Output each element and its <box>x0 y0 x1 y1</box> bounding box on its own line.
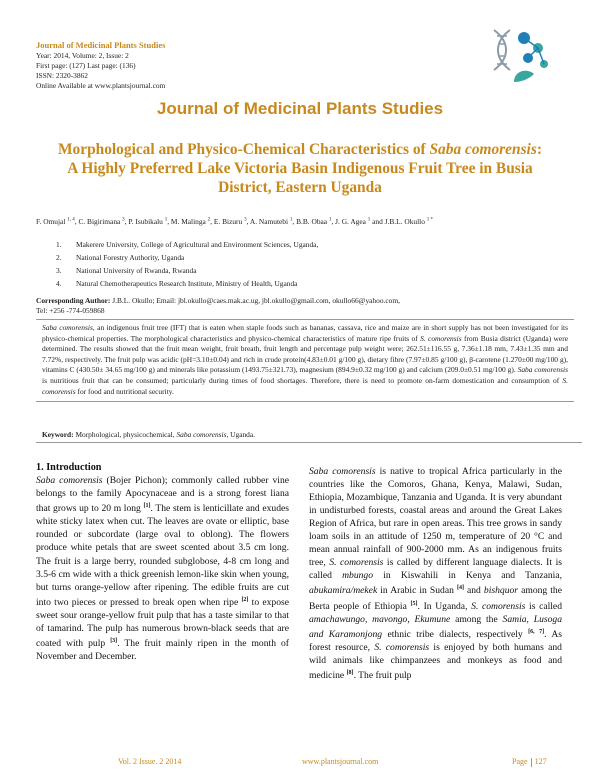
author-name: M. Malinga <box>170 217 208 226</box>
italic-term: S. comorensis <box>374 642 430 654</box>
affiliation-number: 1. <box>56 240 62 249</box>
species-name: S. comorensis <box>420 333 462 343</box>
leaf-icon <box>514 71 534 82</box>
molecule-icon <box>518 32 548 68</box>
citation-marker: [2] <box>241 596 249 603</box>
body-text: . The fruit pulp <box>353 670 412 682</box>
species-name: Saba comorensis <box>42 323 93 332</box>
author-affiliation-marker: 3 <box>244 217 247 223</box>
affiliation-item <box>56 240 556 253</box>
body-text: . As forest resource, <box>309 629 563 654</box>
footer-page-number: 127 <box>534 757 547 766</box>
body-text: (Bojer Pichon); commonly called rubber vine belongs to the family Apocynaceae and is a strong forest liana that grows up to 20 m long <box>36 475 289 515</box>
body-text: . The fruit mainly ripen in the month of November and December. <box>36 638 289 663</box>
dna-helix-icon <box>494 30 510 70</box>
author-affiliation-marker: 1 <box>367 217 371 223</box>
affiliation-item <box>56 253 556 266</box>
header-year-line: Year: 2014, Volume: 2, Issue: 2 <box>36 51 129 60</box>
affiliation-number: 4. <box>56 279 62 288</box>
body-text: is enjoyed by both humans and wild animals like chimpanzees and monkeys as food and medicine <box>309 642 562 682</box>
author-affiliation-marker: 2 <box>207 217 211 223</box>
italic-term: S. comorensis <box>471 600 526 612</box>
body-right-column <box>309 465 562 683</box>
species-name: Saba comorensis <box>517 365 568 375</box>
italic-term: S. comorensis <box>329 557 384 569</box>
body-text: in Kiswahili in Kenya and Tanzania, <box>373 570 562 582</box>
affiliation-list <box>56 240 556 292</box>
author-name: F. Omujal <box>36 217 68 226</box>
paper-title-part2: : A Highly Preferred Lake Victoria Basin Indigenous Fruit Tree in Busia District, Eastern Uganda <box>67 141 542 196</box>
keywords <box>36 430 582 443</box>
citation-marker: [1] <box>143 503 151 510</box>
header-pages-line: First page: (127) Last page: (136) <box>36 61 136 70</box>
paper-title <box>52 140 548 197</box>
header-online-line: Online Available at www.plantsjournal.com <box>36 81 166 90</box>
citation-marker: [3] <box>110 637 118 644</box>
corresponding-tel: Tel: +256 -774-059868 <box>36 305 105 315</box>
paper-title-species: Saba comorensis <box>429 141 537 158</box>
author-name: B.B. Obaa <box>296 217 329 226</box>
italic-term: mbungo <box>342 570 374 582</box>
citation-marker: [5] <box>410 600 418 607</box>
footer-website: www.plantsjournal.com <box>302 757 379 766</box>
author-name: P. Isubikalu <box>128 217 165 226</box>
header-issn-line: ISSN: 2320-3862 <box>36 71 88 80</box>
footer-page-label: Page <box>512 757 528 766</box>
keywords-label: Keyword: <box>42 430 74 439</box>
author-name: J.B.L. Okullo <box>384 217 427 226</box>
affiliation-text: Makerere University, College of Agricultural and Environment Sciences, Uganda, <box>76 240 319 249</box>
affiliation-text: National Forestry Authority, Uganda <box>76 253 185 262</box>
affiliation-text: National University of Rwanda, Rwanda <box>76 266 197 275</box>
body-left-column <box>36 461 289 663</box>
journal-logo <box>484 24 556 86</box>
body-text: is called by different language dialects. It is called <box>309 557 562 582</box>
italic-term: amachawungo, mavongo, Ekumune <box>309 613 451 625</box>
affiliation-number: 2. <box>56 253 62 262</box>
body-text: ethnic tribe dialects, respectively <box>382 629 529 641</box>
footer-page <box>512 757 547 767</box>
italic-term: bishquor <box>483 585 519 597</box>
author-affiliation-marker: 1 <box>164 217 168 223</box>
author-name: E. Bizuru <box>213 217 245 226</box>
left-column-paragraph <box>36 474 289 663</box>
body-text: among the <box>450 613 503 625</box>
journal-title: Journal of Medicinal Plants Studies <box>156 99 444 118</box>
species-name: S. comorensis <box>42 375 568 396</box>
italic-term: Samia, Lusoga and Karamonjong <box>309 613 563 641</box>
header-journal-name: Journal of Medicinal Plants Studies <box>36 40 166 50</box>
corresponding-label: Corresponding Author: <box>36 296 111 305</box>
author-affiliation-marker: 1 <box>289 217 293 223</box>
corresponding-author <box>36 296 576 315</box>
body-text: is called <box>525 600 562 612</box>
italic-term: abukamira/mekek <box>309 585 378 597</box>
body-text: in Arabic in Sudan <box>377 585 457 597</box>
citation-marker: [4] <box>456 585 464 592</box>
body-text: among the Berta people of Ethiopia <box>309 585 562 612</box>
author-name: J. G. Agea <box>335 217 368 226</box>
author-affiliation-marker: 3 <box>122 217 125 223</box>
author-affiliation-marker: 1 * <box>426 217 433 223</box>
affiliation-item <box>56 279 556 292</box>
citation-marker: [8] <box>346 670 354 677</box>
corresponding-email: J.B.L. Okullo; Email: jbl.okullo@caes.mak.ac.ug, jbl.okullo@gmail.com, okullo66@yahoo.com, <box>110 296 400 305</box>
footer-volume: Vol. 2 Issue. 2 2014 <box>118 757 182 766</box>
author-list: F. Omujal $^{1, 4}$, C. Bigirimana $^3$, P. Isubikalu $^1$, M. Malinga $^2$, E. Bizuru $^3$, A. Namutebi $^1$, B.B. Obaa $^1$, J. G. Agea $^1$ and J.B.L. Okullo $^{1 *}$ <box>36 217 433 226</box>
keywords-text: Morphological, physicochemical, Saba comorensis, Uganda. <box>73 430 255 439</box>
citation-marker: [6, 7] <box>528 628 545 635</box>
author-affiliation-marker: 1 <box>328 217 332 223</box>
paper-title-part1: Morphological and Physico-Chemical Characteristics of <box>58 141 430 158</box>
body-text: is native to tropical Africa particularly in the countries like the Comoros, Ghana, Kenya, Malawi, Sudan, Ethiopia, Mozambique, Tanzania and Uganda. It is very abundant in undisturbed forests, coastal areas and around the Great Lakes Region of Africa, but rare in open areas. This tree grows in sandy loam soils in an attitude of 1250 m, temperature of 20 °C and mean annual rainfall of 900-2000 mm. As an indigenous fruits tree, <box>309 466 562 569</box>
affiliation-item <box>56 266 556 279</box>
abstract-box: Saba comorensis, an indigenous fruit tree (IFT) that is eaten when staple foods such as bananas, cassava, rice and maize are in short supply has not been investigated for its physico-chemical properties. The morphological characteristics and physico-chemical characteristics of mature ripe fruits of S. comorensis from Busia district (Uganda) were determined. The results showed that the fruit mean weight, fruit breath, fruit length and percentage pulp weight were; 262.51±116.55 g, 7.36±1.18 mm, 7.43±1.35 mm and 7.72%, respectively. The fruit pulp was acidic (pH=3.10±0.04) and rich in crude protein(4.83±0.01 g/100 g), dietary fibre (7.97±0.85 g/100 g), β-carotene (1.270±00 mg/100 g), vitamins C (430.50± 34.65 mg/100 g) and minerals like potassium (1493.75±321.73), magnesium (894.9±0.32 mg/100 g) and calcium (209.0±0.51 mg/100 g). Saba comorensis is nutritious fruit that can be consumed; particularly during times of food shortages. Therefore, there is need to promote on-farm domestication and consumption of S. comorensis for food and nutritional security. <box>36 319 574 402</box>
body-text: . In Uganda, <box>417 600 472 612</box>
right-column-paragraph <box>309 465 562 683</box>
species-name: Saba comorensis <box>176 430 227 439</box>
body-text: and <box>463 585 484 597</box>
section-heading-introduction: 1. Introduction <box>36 462 102 473</box>
body-text: to expose sweet sour orange-yellow fruit pulp that has a taste similar to that of tamarind. The pulp has numerous brown-black seeds that are coated with pulp <box>36 596 289 650</box>
affiliation-text: Natural Chemotherapeutics Research Institute, Ministry of Health, Uganda <box>76 279 298 288</box>
author-affiliation-marker: 1, 4 <box>67 217 75 223</box>
author-name: A. Namutebi <box>249 217 290 226</box>
affiliation-number: 3. <box>56 266 62 275</box>
body-text: . The stem is lenticillate and exudes white sticky latex when cut. The leaves are ovate or elliptic, base rounded or subcordate (large oval to oblong). The flowers produce white petals that are sweet scented about 3.5 cm long. The fruit is a large berry, rounded subglobose, 4-8 cm long and 3.5-6 cm wide with a thick greenish lemon-like skin when young, but turns orange-yellow after ripening. The edible fruits are cut into two pieces or pressed to break open when ripe <box>36 503 290 608</box>
italic-term: Saba comorensis <box>309 466 376 477</box>
author-name: C. Bigirimana <box>78 217 123 226</box>
italic-term: Saba comorensis <box>36 475 103 487</box>
